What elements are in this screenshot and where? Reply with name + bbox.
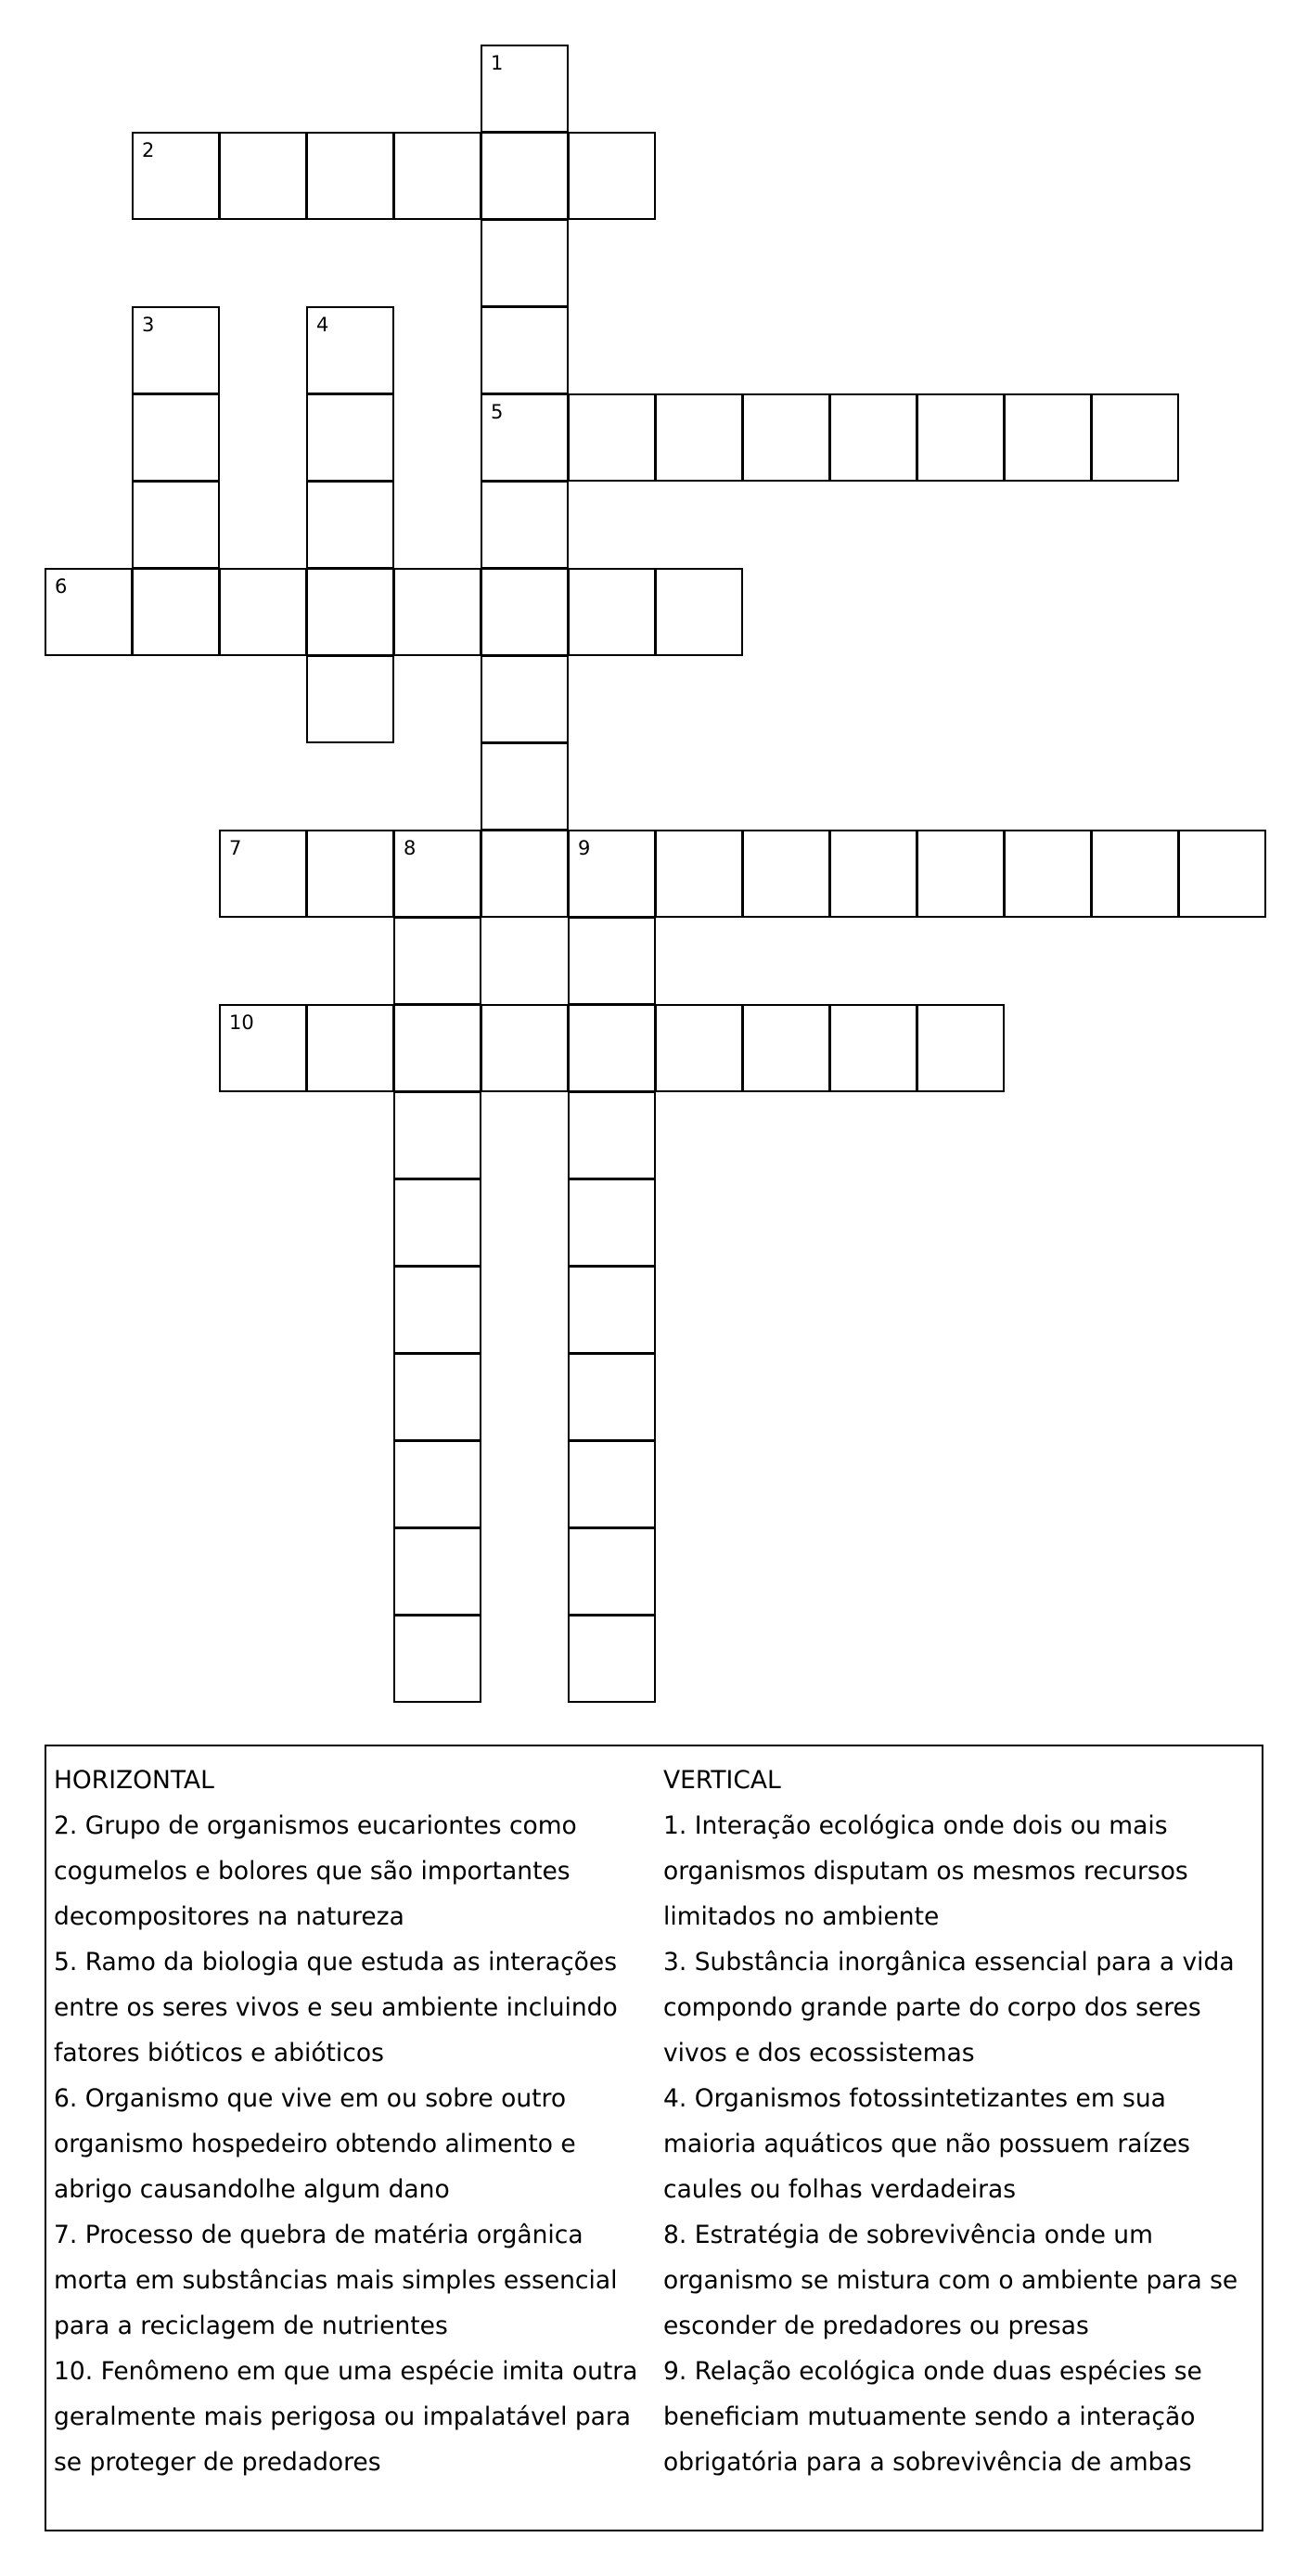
grid-cell[interactable] <box>481 481 569 569</box>
clue-line: 7. Processo de quebra de matéria orgânica <box>54 2221 583 2249</box>
clue-number: 3 <box>142 314 155 336</box>
clue-line: 6. Organismo que vive em ou sobre outro <box>54 2084 567 2113</box>
clue-number: 6 <box>55 575 68 598</box>
grid-cell[interactable] <box>829 393 917 482</box>
clue-line: cogumelos e bolores que são importantes <box>54 1857 571 1886</box>
grid-cell[interactable] <box>481 132 569 220</box>
grid-cell[interactable] <box>481 393 569 482</box>
grid-cell[interactable] <box>742 393 830 482</box>
clue-number: 1 <box>491 52 504 74</box>
grid-cell[interactable] <box>1178 830 1266 918</box>
clue-line: geralmente mais perigosa ou impalatável para <box>54 2402 632 2431</box>
grid-cell[interactable] <box>306 830 394 918</box>
horizontal-heading: HORIZONTAL <box>54 1766 214 1795</box>
grid-cell[interactable] <box>393 1527 481 1616</box>
grid-cell[interactable] <box>393 1440 481 1528</box>
grid-cell[interactable] <box>481 306 569 394</box>
grid-cell[interactable] <box>393 1615 481 1703</box>
grid-cell[interactable] <box>1004 830 1092 918</box>
grid-cell[interactable] <box>132 393 220 482</box>
grid-cell[interactable] <box>219 568 307 656</box>
grid-cell[interactable] <box>481 830 569 918</box>
grid-cell[interactable] <box>481 45 569 133</box>
clue-line: organismos disputam os mesmos recursos <box>663 1857 1188 1886</box>
clue-line: compondo grande parte do corpo dos seres <box>663 1993 1201 2022</box>
grid-cell[interactable] <box>219 132 307 220</box>
clue-number: 2 <box>142 139 155 161</box>
grid-cell[interactable] <box>306 481 394 569</box>
grid-cell[interactable] <box>655 393 743 482</box>
grid-cell[interactable] <box>655 830 743 918</box>
grid-cell[interactable] <box>393 1004 481 1092</box>
grid-cell[interactable] <box>481 742 569 831</box>
grid-cell[interactable] <box>568 1527 656 1616</box>
grid-cell[interactable] <box>306 393 394 482</box>
clue-line: vivos e dos ecossistemas <box>663 2039 975 2067</box>
clue-line: 5. Ramo da biologia que estuda as interações <box>54 1948 618 1977</box>
grid-cell[interactable] <box>568 1353 656 1441</box>
clue-line: 1. Interação ecológica onde dois ou mais <box>663 1811 1168 1840</box>
grid-cell[interactable] <box>45 568 133 656</box>
grid-cell[interactable] <box>219 830 307 918</box>
grid-cell[interactable] <box>568 568 656 656</box>
vertical-clues <box>663 1758 1257 2485</box>
clue-line: 3. Substância inorgânica essencial para a vida <box>663 1948 1235 1977</box>
grid-cell[interactable] <box>393 1266 481 1354</box>
grid-cell[interactable] <box>1091 393 1179 482</box>
clue-number: 5 <box>491 401 504 423</box>
clue-line: caules ou folhas verdadeiras <box>663 2175 1017 2204</box>
grid-cell[interactable] <box>393 132 481 220</box>
grid-cell[interactable] <box>481 1004 569 1092</box>
grid-cell[interactable] <box>568 1440 656 1528</box>
grid-cell[interactable] <box>306 1004 394 1092</box>
clue-line: 10. Fenômeno em que uma espécie imita outra <box>54 2357 638 2386</box>
grid-cell[interactable] <box>306 132 394 220</box>
clue-line: organismo se mistura com o ambiente para se <box>663 2266 1238 2295</box>
grid-cell[interactable] <box>132 481 220 569</box>
clue-line: 9. Relação ecológica onde duas espécies se <box>663 2357 1202 2386</box>
clue-line: decompositores na natureza <box>54 1902 404 1931</box>
grid-cell[interactable] <box>568 830 656 918</box>
grid-cell[interactable] <box>393 1179 481 1267</box>
clue-number: 7 <box>229 837 242 859</box>
grid-cell[interactable] <box>742 830 830 918</box>
clue-line: obrigatória para a sobrevivência de ambas <box>663 2448 1192 2477</box>
grid-cell[interactable] <box>742 1004 830 1092</box>
grid-cell[interactable] <box>568 1004 656 1092</box>
clue-line: esconder de predadores ou presas <box>663 2312 1089 2340</box>
clue-line: 8. Estratégia de sobrevivência onde um <box>663 2221 1153 2249</box>
clue-line: 2. Grupo de organismos eucariontes como <box>54 1811 577 1840</box>
grid-cell[interactable] <box>568 132 656 220</box>
grid-cell[interactable] <box>568 1179 656 1267</box>
horizontal-clues <box>54 1758 657 2485</box>
grid-cell[interactable] <box>568 393 656 482</box>
vertical-heading: VERTICAL <box>663 1766 781 1795</box>
grid-cell[interactable] <box>829 1004 917 1092</box>
grid-cell[interactable] <box>132 568 220 656</box>
grid-cell[interactable] <box>393 568 481 656</box>
grid-cell[interactable] <box>393 830 481 918</box>
grid-cell[interactable] <box>393 917 481 1005</box>
grid-cell[interactable] <box>568 1266 656 1354</box>
grid-cell[interactable] <box>306 568 394 656</box>
clue-number: 4 <box>316 314 329 336</box>
clues-box <box>45 1745 1263 2531</box>
grid-cell[interactable] <box>219 1004 307 1092</box>
clue-number: 10 <box>229 1011 254 1034</box>
grid-cell[interactable] <box>655 568 743 656</box>
clue-number: 9 <box>578 837 591 859</box>
grid-cell[interactable] <box>481 568 569 656</box>
grid-cell[interactable] <box>568 1091 656 1179</box>
grid-cell[interactable] <box>1004 393 1092 482</box>
clue-line: para a reciclagem de nutrientes <box>54 2312 448 2340</box>
clue-line: entre os seres vivos e seu ambiente incluindo <box>54 1993 618 2022</box>
clue-line: beneficiam mutuamente sendo a interação <box>663 2402 1196 2431</box>
grid-cell[interactable] <box>481 219 569 307</box>
grid-cell[interactable] <box>306 306 394 394</box>
clue-line: fatores bióticos e abióticos <box>54 2039 384 2067</box>
grid-cell[interactable] <box>132 132 220 220</box>
grid-cell[interactable] <box>393 1353 481 1441</box>
clue-number: 8 <box>404 837 417 859</box>
grid-cell[interactable] <box>655 1004 743 1092</box>
grid-cell[interactable] <box>917 830 1005 918</box>
clue-line: organismo hospedeiro obtendo alimento e <box>54 2130 576 2158</box>
grid-cell[interactable] <box>917 1004 1005 1092</box>
clue-line: abrigo causandolhe algum dano <box>54 2175 450 2204</box>
clue-line: se proteger de predadores <box>54 2448 381 2477</box>
grid-cell[interactable] <box>132 306 220 394</box>
grid-cell[interactable] <box>393 1091 481 1179</box>
grid-cell[interactable] <box>568 917 656 1005</box>
clue-line: limitados no ambiente <box>663 1902 940 1931</box>
grid-cell[interactable] <box>481 655 569 743</box>
clue-line: morta em substâncias mais simples essencial <box>54 2266 618 2295</box>
grid-cell[interactable] <box>829 830 917 918</box>
grid-cell[interactable] <box>1091 830 1179 918</box>
grid-cell[interactable] <box>306 655 394 743</box>
grid-cell[interactable] <box>917 393 1005 482</box>
grid-cell[interactable] <box>568 1615 656 1703</box>
clue-line: maioria aquáticos que não possuem raízes <box>663 2130 1190 2158</box>
clue-line: 4. Organismos fotossintetizantes em sua <box>663 2084 1166 2113</box>
